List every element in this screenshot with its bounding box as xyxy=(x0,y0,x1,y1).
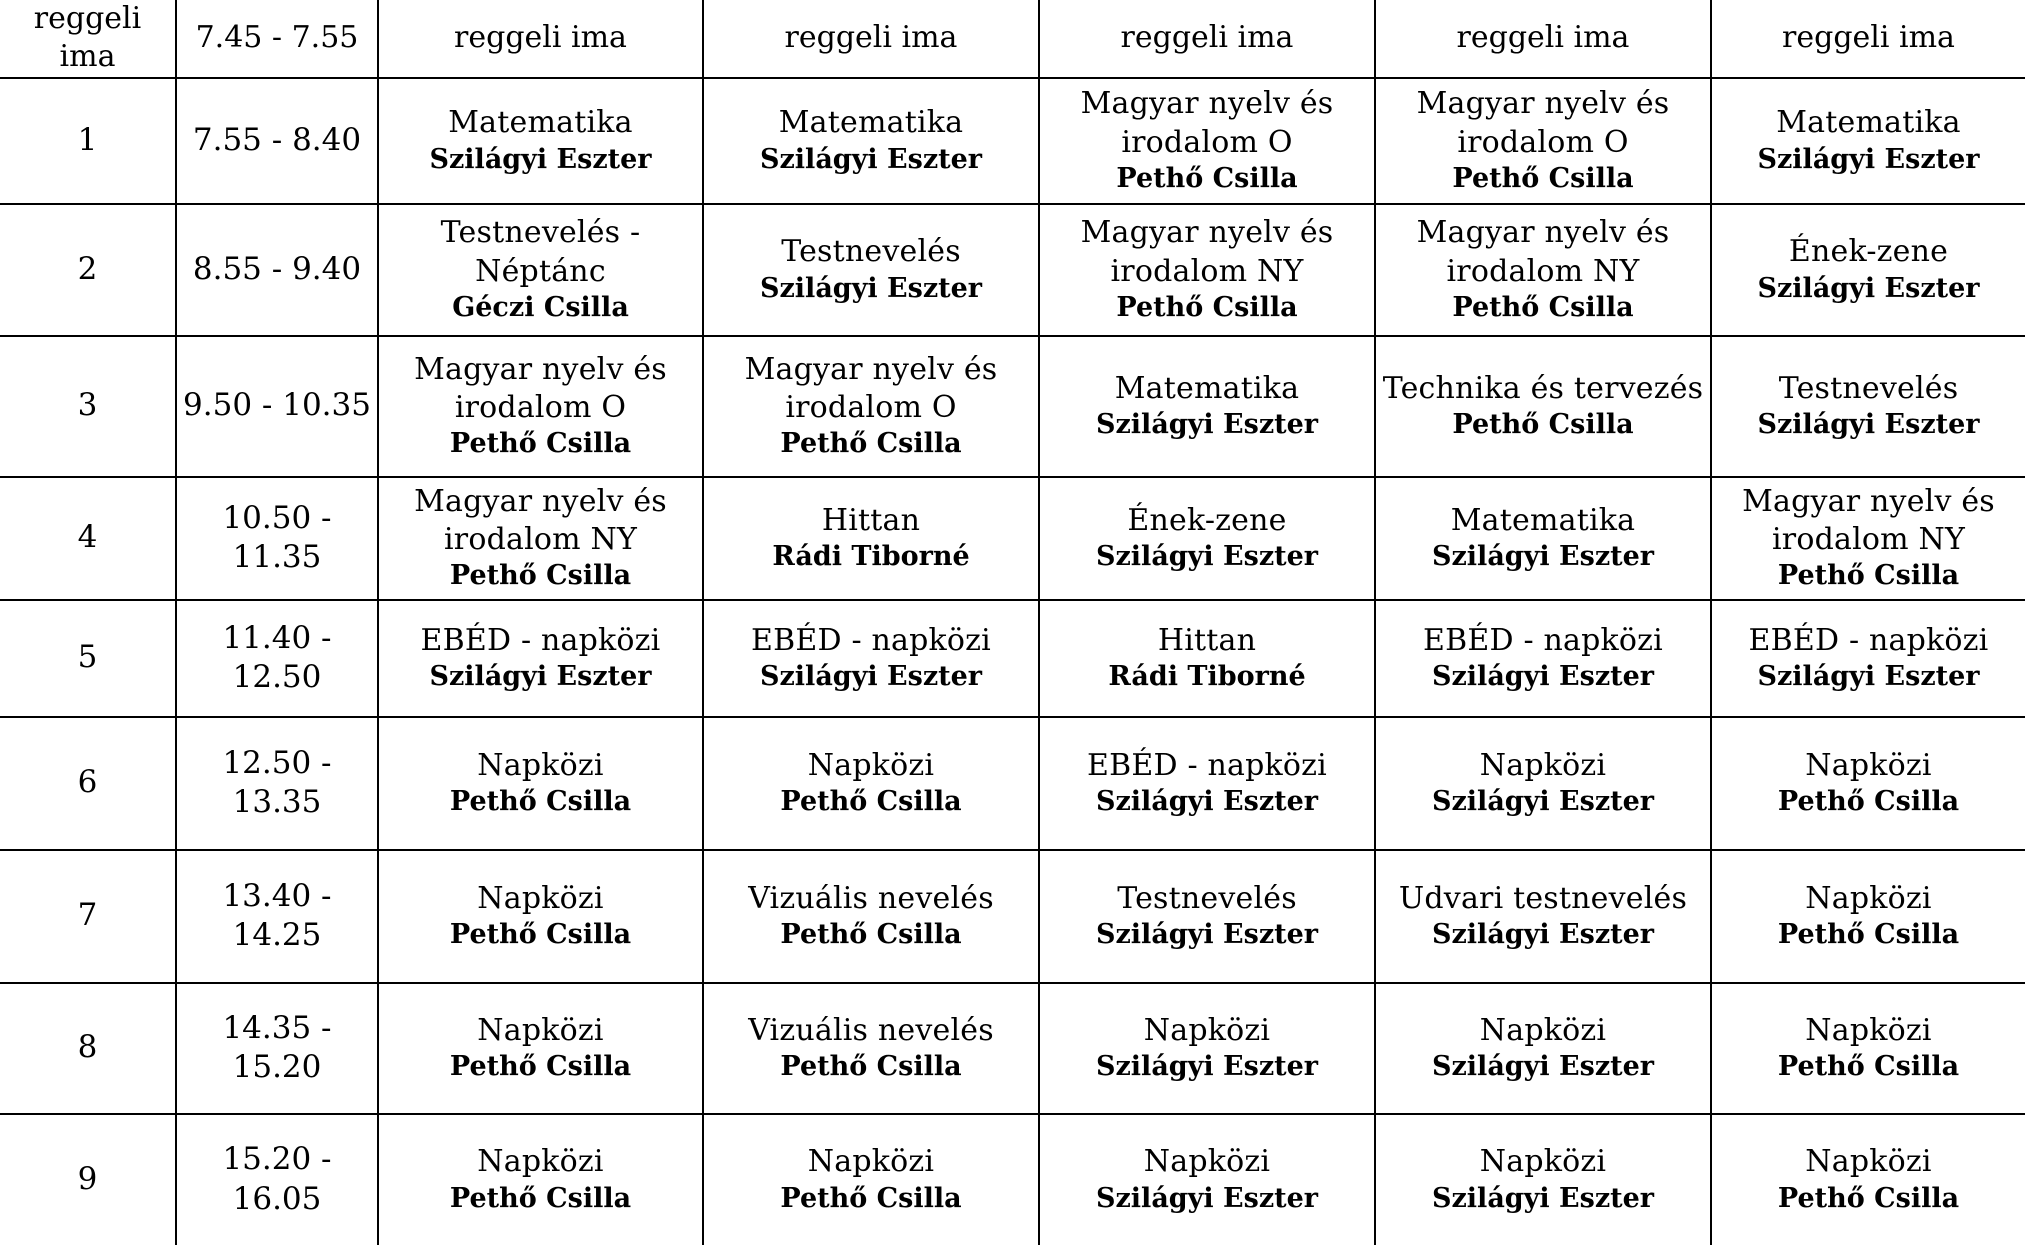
subject-name: EBÉD - napközi xyxy=(420,622,661,658)
subject-name: Hittan xyxy=(1157,622,1257,658)
teacher-name: Pethő Csilla xyxy=(1777,1051,1960,1083)
teacher-name: Szilágyi Eszter xyxy=(1095,541,1319,573)
teacher-name: Szilágyi Eszter xyxy=(1095,786,1319,818)
lesson-cell xyxy=(1375,600,1711,717)
teacher-name: Pethő Csilla xyxy=(1777,560,1960,592)
teacher-name: Szilágyi Eszter xyxy=(1757,409,1980,441)
subject-name: Matematika xyxy=(778,105,964,141)
lesson-number: 5 xyxy=(0,600,176,717)
header-day-cell: reggeli ima xyxy=(378,0,703,78)
lesson-cell xyxy=(1711,204,2025,336)
subject-name: Napközi xyxy=(1805,747,1932,783)
lesson-cell xyxy=(378,78,703,204)
lesson-cell xyxy=(1039,1114,1375,1245)
lesson-row xyxy=(0,336,2025,477)
lesson-cell xyxy=(703,983,1039,1114)
lesson-cell xyxy=(1711,600,2025,717)
teacher-name: Szilágyi Eszter xyxy=(1431,541,1655,573)
subject-name: Napközi xyxy=(477,1144,604,1180)
subject-name: Napközi xyxy=(1805,1012,1932,1048)
header-day-cell: reggeli ima xyxy=(703,0,1039,78)
lesson-cell xyxy=(1039,336,1375,477)
lesson-time: 14.35 - 15.20 xyxy=(176,983,378,1114)
teacher-name: Pethő Csilla xyxy=(780,1051,962,1083)
teacher-name: Pethő Csilla xyxy=(1777,786,1960,818)
teacher-name: Pethő Csilla xyxy=(449,786,632,818)
subject-name: Matematika xyxy=(1114,370,1300,406)
lesson-cell xyxy=(1375,78,1711,204)
subject-name: Vizuális nevelés xyxy=(748,880,994,916)
lesson-cell xyxy=(1711,78,2025,204)
lesson-cell xyxy=(378,717,703,850)
teacher-name: Pethő Csilla xyxy=(780,428,962,460)
subject-name: Magyar nyelv és irodalom NY xyxy=(1742,483,1995,557)
teacher-name: Géczi Csilla xyxy=(452,291,629,323)
lesson-time: 13.40 - 14.25 xyxy=(176,850,378,983)
lesson-row xyxy=(0,477,2025,600)
lesson-row xyxy=(0,78,2025,204)
subject-name: Napközi xyxy=(1479,747,1607,783)
subject-name: Testnevelés - Néptánc xyxy=(440,215,641,289)
lesson-cell xyxy=(1039,600,1375,717)
lesson-row xyxy=(0,1114,2025,1245)
subject-name: Magyar nyelv és irodalom O xyxy=(744,351,998,425)
subject-name: Napközi xyxy=(477,880,604,916)
lesson-cell xyxy=(378,477,703,600)
teacher-name: Pethő Csilla xyxy=(449,919,632,951)
lesson-cell xyxy=(703,477,1039,600)
lesson-cell xyxy=(1711,336,2025,477)
lesson-number: 6 xyxy=(0,717,176,850)
lesson-cell xyxy=(378,204,703,336)
lesson-number: 4 xyxy=(0,477,176,600)
teacher-name: Pethő Csilla xyxy=(780,919,962,951)
subject-name: EBÉD - napközi xyxy=(1748,622,1989,658)
lesson-time: 11.40 - 12.50 xyxy=(176,600,378,717)
subject-name: Testnevelés xyxy=(1778,370,1959,406)
subject-name: EBÉD - napközi xyxy=(751,622,991,658)
subject-name: Magyar nyelv és irodalom NY xyxy=(1416,215,1670,289)
teacher-name: Rádi Tiborné xyxy=(772,541,970,573)
teacher-name: Szilágyi Eszter xyxy=(429,143,652,175)
subject-name: Testnevelés xyxy=(1117,880,1297,916)
lesson-row xyxy=(0,717,2025,850)
header-label-cell: reggeli ima xyxy=(0,0,176,78)
lesson-row xyxy=(0,983,2025,1114)
lesson-cell xyxy=(1375,1114,1711,1245)
subject-name: Magyar nyelv és irodalom NY xyxy=(1080,215,1334,289)
lesson-time: 12.50 - 13.35 xyxy=(176,717,378,850)
lesson-cell xyxy=(378,336,703,477)
header-row xyxy=(0,0,2025,78)
teacher-name: Szilágyi Eszter xyxy=(1431,786,1655,818)
teacher-name: Pethő Csilla xyxy=(1452,291,1634,323)
lesson-number: 7 xyxy=(0,850,176,983)
lesson-cell xyxy=(703,204,1039,336)
lesson-cell xyxy=(1375,336,1711,477)
header-day-cell: reggeli ima xyxy=(1711,0,2025,78)
lesson-cell xyxy=(378,983,703,1114)
subject-name: Napközi xyxy=(1805,880,1932,916)
teacher-name: Szilágyi Eszter xyxy=(1431,661,1655,693)
subject-name: Napközi xyxy=(1143,1012,1271,1048)
subject-name: Testnevelés xyxy=(781,234,961,270)
subject-name: Magyar nyelv és irodalom NY xyxy=(414,483,667,557)
lesson-cell xyxy=(1039,717,1375,850)
teacher-name: Pethő Csilla xyxy=(1777,919,1960,951)
lesson-row xyxy=(0,600,2025,717)
teacher-name: Szilágyi Eszter xyxy=(1757,661,1980,693)
subject-name: EBÉD - napközi xyxy=(1423,622,1663,658)
teacher-name: Szilágyi Eszter xyxy=(1095,409,1319,441)
lesson-cell xyxy=(1039,204,1375,336)
subject-name: Vizuális nevelés xyxy=(748,1012,994,1048)
lesson-cell xyxy=(1711,1114,2025,1245)
teacher-name: Pethő Csilla xyxy=(780,1182,962,1214)
lesson-number: 1 xyxy=(0,78,176,204)
lesson-cell xyxy=(703,600,1039,717)
lesson-time: 8.55 - 9.40 xyxy=(176,204,378,336)
teacher-name: Szilágyi Eszter xyxy=(1431,919,1655,951)
lesson-cell xyxy=(1711,717,2025,850)
lesson-cell xyxy=(703,850,1039,983)
subject-name: Napközi xyxy=(1479,1144,1607,1180)
lesson-time: 10.50 - 11.35 xyxy=(176,477,378,600)
header-time-cell: 7.45 - 7.55 xyxy=(176,0,378,78)
teacher-name: Pethő Csilla xyxy=(1452,162,1634,194)
teacher-name: Szilágyi Eszter xyxy=(759,272,983,304)
header-day-cell: reggeli ima xyxy=(1375,0,1711,78)
lesson-cell xyxy=(1711,850,2025,983)
lesson-cell xyxy=(1375,477,1711,600)
teacher-name: Pethő Csilla xyxy=(449,428,632,460)
subject-name: Magyar nyelv és irodalom O xyxy=(1080,86,1334,160)
lesson-time: 15.20 - 16.05 xyxy=(176,1114,378,1245)
lesson-cell xyxy=(703,717,1039,850)
lesson-cell xyxy=(1375,983,1711,1114)
teacher-name: Szilágyi Eszter xyxy=(1095,1182,1319,1214)
subject-name: Napközi xyxy=(477,747,604,783)
teacher-name: Szilágyi Eszter xyxy=(1095,1051,1319,1083)
lesson-cell xyxy=(1375,717,1711,850)
lesson-number: 2 xyxy=(0,204,176,336)
lesson-cell xyxy=(703,1114,1039,1245)
teacher-name: Pethő Csilla xyxy=(1116,162,1298,194)
lesson-cell xyxy=(703,336,1039,477)
lesson-number: 3 xyxy=(0,336,176,477)
teacher-name: Szilágyi Eszter xyxy=(429,661,652,693)
teacher-name: Szilágyi Eszter xyxy=(1095,919,1319,951)
lesson-cell xyxy=(1039,78,1375,204)
teacher-name: Szilágyi Eszter xyxy=(1431,1182,1655,1214)
lesson-cell xyxy=(1375,204,1711,336)
lesson-cell xyxy=(378,1114,703,1245)
lesson-number: 9 xyxy=(0,1114,176,1245)
lesson-number: 8 xyxy=(0,983,176,1114)
subject-name: Matematika xyxy=(1450,502,1636,538)
teacher-name: Szilágyi Eszter xyxy=(1431,1051,1655,1083)
subject-name: Matematika xyxy=(448,105,633,141)
lesson-cell xyxy=(1711,983,2025,1114)
subject-name: Technika és tervezés xyxy=(1382,370,1704,406)
subject-name: Ének-zene xyxy=(1788,234,1949,270)
teacher-name: Szilágyi Eszter xyxy=(1757,143,1980,175)
lesson-row xyxy=(0,204,2025,336)
teacher-name: Pethő Csilla xyxy=(449,1182,632,1214)
lesson-cell xyxy=(378,850,703,983)
lesson-cell xyxy=(378,600,703,717)
lesson-cell xyxy=(1039,477,1375,600)
lesson-cell xyxy=(1375,850,1711,983)
teacher-name: Pethő Csilla xyxy=(780,786,962,818)
subject-name: Napközi xyxy=(807,747,935,783)
teacher-name: Pethő Csilla xyxy=(1452,409,1634,441)
subject-name: Matematika xyxy=(1776,105,1961,141)
lesson-cell xyxy=(1039,983,1375,1114)
lesson-cell xyxy=(1039,850,1375,983)
subject-name: Hittan xyxy=(821,502,921,538)
teacher-name: Szilágyi Eszter xyxy=(759,661,983,693)
subject-name: Napközi xyxy=(1143,1144,1271,1180)
header-day-cell: reggeli ima xyxy=(1039,0,1375,78)
lesson-time: 9.50 - 10.35 xyxy=(176,336,378,477)
lesson-cell xyxy=(1711,477,2025,600)
lesson-row xyxy=(0,850,2025,983)
teacher-name: Pethő Csilla xyxy=(449,1051,632,1083)
subject-name: Napközi xyxy=(1479,1012,1607,1048)
subject-name: Ének-zene xyxy=(1127,502,1287,538)
teacher-name: Pethő Csilla xyxy=(1777,1182,1960,1214)
subject-name: Magyar nyelv és irodalom O xyxy=(414,351,667,425)
lesson-cell xyxy=(703,78,1039,204)
teacher-name: Rádi Tiborné xyxy=(1108,661,1306,693)
subject-name: EBÉD - napközi xyxy=(1087,747,1327,783)
subject-name: Napközi xyxy=(807,1144,935,1180)
subject-name: Napközi xyxy=(1805,1144,1932,1180)
subject-name: Udvari testnevelés xyxy=(1398,880,1688,916)
subject-name: Magyar nyelv és irodalom O xyxy=(1416,86,1670,160)
teacher-name: Szilágyi Eszter xyxy=(759,143,983,175)
teacher-name: Szilágyi Eszter xyxy=(1757,272,1980,304)
lesson-time: 7.55 - 8.40 xyxy=(176,78,378,204)
teacher-name: Pethő Csilla xyxy=(449,560,632,592)
subject-name: Napközi xyxy=(477,1012,604,1048)
teacher-name: Pethő Csilla xyxy=(1116,291,1298,323)
